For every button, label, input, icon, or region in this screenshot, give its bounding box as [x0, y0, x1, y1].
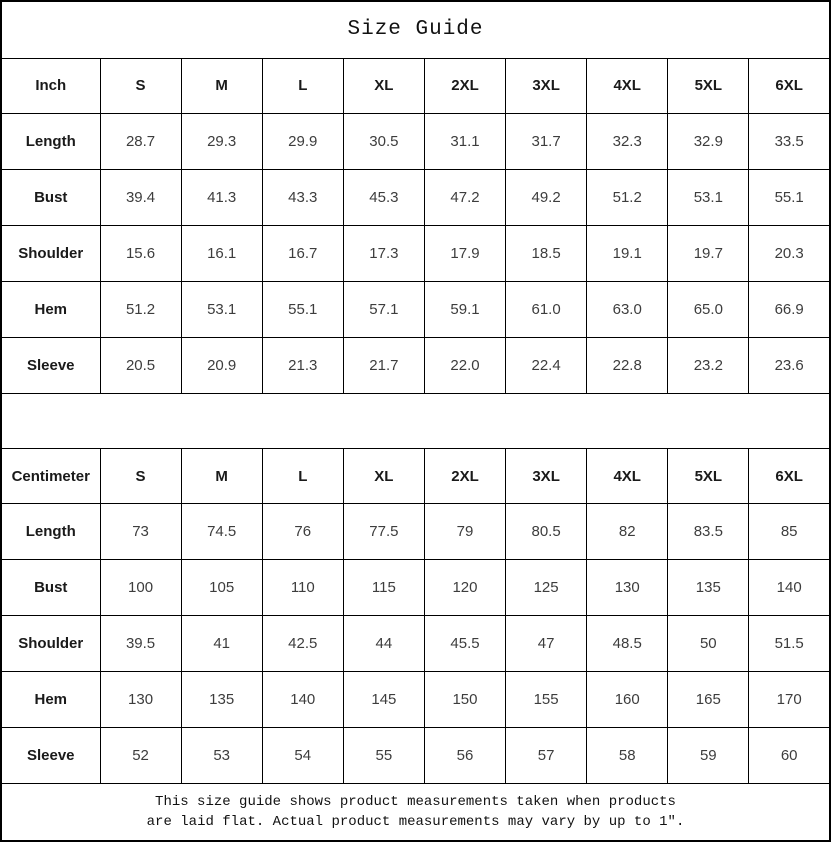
cm-unit-header: Centimeter [1, 449, 100, 504]
cell: 51.5 [749, 616, 830, 672]
cell: 28.7 [100, 113, 181, 169]
cell: 29.3 [181, 113, 262, 169]
size-header-5xl: 5XL [668, 449, 749, 504]
cell: 42.5 [262, 616, 343, 672]
cell: 30.5 [343, 113, 424, 169]
size-header-m: M [181, 449, 262, 504]
cell: 135 [668, 560, 749, 616]
row-label: Shoulder [1, 616, 100, 672]
cell: 150 [424, 672, 505, 728]
cell: 59 [668, 728, 749, 784]
table-row [1, 113, 830, 169]
table-row [1, 560, 830, 616]
cell: 73 [100, 504, 181, 560]
cell: 31.7 [506, 113, 587, 169]
cell: 165 [668, 672, 749, 728]
cell: 105 [181, 560, 262, 616]
cell: 19.1 [587, 225, 668, 281]
cell: 110 [262, 560, 343, 616]
cell: 18.5 [506, 225, 587, 281]
cell: 43.3 [262, 169, 343, 225]
cell: 135 [181, 672, 262, 728]
row-label: Length [1, 504, 100, 560]
table-row [1, 169, 830, 225]
footer-line-2: are laid flat. Actual product measurements may vary by up to 1″. [146, 814, 685, 831]
cell: 23.2 [668, 337, 749, 393]
cell: 53 [181, 728, 262, 784]
cell: 33.5 [749, 113, 830, 169]
table-row [1, 281, 830, 337]
size-header-4xl: 4XL [587, 58, 668, 113]
cell: 19.7 [668, 225, 749, 281]
cell: 57 [506, 728, 587, 784]
cell: 155 [506, 672, 587, 728]
cell: 160 [587, 672, 668, 728]
page-title: Size Guide [1, 1, 830, 58]
cell: 41 [181, 616, 262, 672]
footer-row [1, 784, 830, 841]
size-header-6xl: 6XL [749, 449, 830, 504]
cell: 83.5 [668, 504, 749, 560]
cell: 140 [262, 672, 343, 728]
cell: 65.0 [668, 281, 749, 337]
cell: 120 [424, 560, 505, 616]
size-header-m: M [181, 58, 262, 113]
spacer-row [1, 393, 830, 448]
cell: 170 [749, 672, 830, 728]
cell: 100 [100, 560, 181, 616]
table-row [1, 616, 830, 672]
size-header-5xl: 5XL [668, 58, 749, 113]
cell: 47 [506, 616, 587, 672]
size-header-4xl: 4XL [587, 449, 668, 504]
cell: 23.6 [749, 337, 830, 393]
cell: 49.2 [506, 169, 587, 225]
cell: 44 [343, 616, 424, 672]
cell: 45.5 [424, 616, 505, 672]
size-header-xl: XL [343, 58, 424, 113]
cell: 54 [262, 728, 343, 784]
cell: 53.1 [181, 281, 262, 337]
cell: 56 [424, 728, 505, 784]
cell: 32.3 [587, 113, 668, 169]
cell: 79 [424, 504, 505, 560]
size-header-xl: XL [343, 449, 424, 504]
cell: 115 [343, 560, 424, 616]
cell: 22.0 [424, 337, 505, 393]
cell: 39.5 [100, 616, 181, 672]
cell: 63.0 [587, 281, 668, 337]
cell: 51.2 [587, 169, 668, 225]
cell: 125 [506, 560, 587, 616]
cell: 45.3 [343, 169, 424, 225]
cell: 51.2 [100, 281, 181, 337]
cell: 32.9 [668, 113, 749, 169]
footer-line-1: This size guide shows product measurements taken when products [155, 794, 676, 811]
cell: 41.3 [181, 169, 262, 225]
cell: 55 [343, 728, 424, 784]
row-label: Sleeve [1, 337, 100, 393]
cm-header-row [1, 449, 830, 504]
row-label: Bust [1, 560, 100, 616]
cell: 77.5 [343, 504, 424, 560]
title-row [1, 1, 830, 58]
cell: 74.5 [181, 504, 262, 560]
table-row [1, 728, 830, 784]
cell: 58 [587, 728, 668, 784]
size-header-s: S [100, 449, 181, 504]
cell: 130 [100, 672, 181, 728]
inch-header-row [1, 58, 830, 113]
cell: 17.3 [343, 225, 424, 281]
size-header-3xl: 3XL [506, 449, 587, 504]
cell: 60 [749, 728, 830, 784]
cell: 17.9 [424, 225, 505, 281]
cell: 82 [587, 504, 668, 560]
size-header-6xl: 6XL [749, 58, 830, 113]
row-label: Length [1, 113, 100, 169]
cell: 15.6 [100, 225, 181, 281]
cell: 55.1 [749, 169, 830, 225]
cell: 20.5 [100, 337, 181, 393]
cell: 57.1 [343, 281, 424, 337]
size-header-2xl: 2XL [424, 58, 505, 113]
cell: 31.1 [424, 113, 505, 169]
cell: 47.2 [424, 169, 505, 225]
cell: 16.1 [181, 225, 262, 281]
cell: 53.1 [668, 169, 749, 225]
cell: 21.3 [262, 337, 343, 393]
inch-unit-header: Inch [1, 58, 100, 113]
row-label: Bust [1, 169, 100, 225]
cell: 140 [749, 560, 830, 616]
size-header-l: L [262, 58, 343, 113]
cell: 130 [587, 560, 668, 616]
cell: 55.1 [262, 281, 343, 337]
cell: 29.9 [262, 113, 343, 169]
table-row [1, 504, 830, 560]
cell: 20.3 [749, 225, 830, 281]
cell: 52 [100, 728, 181, 784]
cell: 50 [668, 616, 749, 672]
cell: 66.9 [749, 281, 830, 337]
size-header-s: S [100, 58, 181, 113]
row-label: Hem [1, 281, 100, 337]
cell: 48.5 [587, 616, 668, 672]
cell: 21.7 [343, 337, 424, 393]
cell: 20.9 [181, 337, 262, 393]
cell: 145 [343, 672, 424, 728]
size-header-l: L [262, 449, 343, 504]
table-row [1, 225, 830, 281]
cell: 61.0 [506, 281, 587, 337]
table-row [1, 672, 830, 728]
cell: 22.8 [587, 337, 668, 393]
row-label: Hem [1, 672, 100, 728]
spacer-cell [1, 393, 830, 448]
cell: 16.7 [262, 225, 343, 281]
size-header-2xl: 2XL [424, 449, 505, 504]
cell: 59.1 [424, 281, 505, 337]
row-label: Sleeve [1, 728, 100, 784]
size-header-3xl: 3XL [506, 58, 587, 113]
row-label: Shoulder [1, 225, 100, 281]
table-row [1, 337, 830, 393]
cell: 22.4 [506, 337, 587, 393]
cell: 76 [262, 504, 343, 560]
footer-note [1, 784, 830, 841]
cell: 39.4 [100, 169, 181, 225]
cell: 85 [749, 504, 830, 560]
cell: 80.5 [506, 504, 587, 560]
